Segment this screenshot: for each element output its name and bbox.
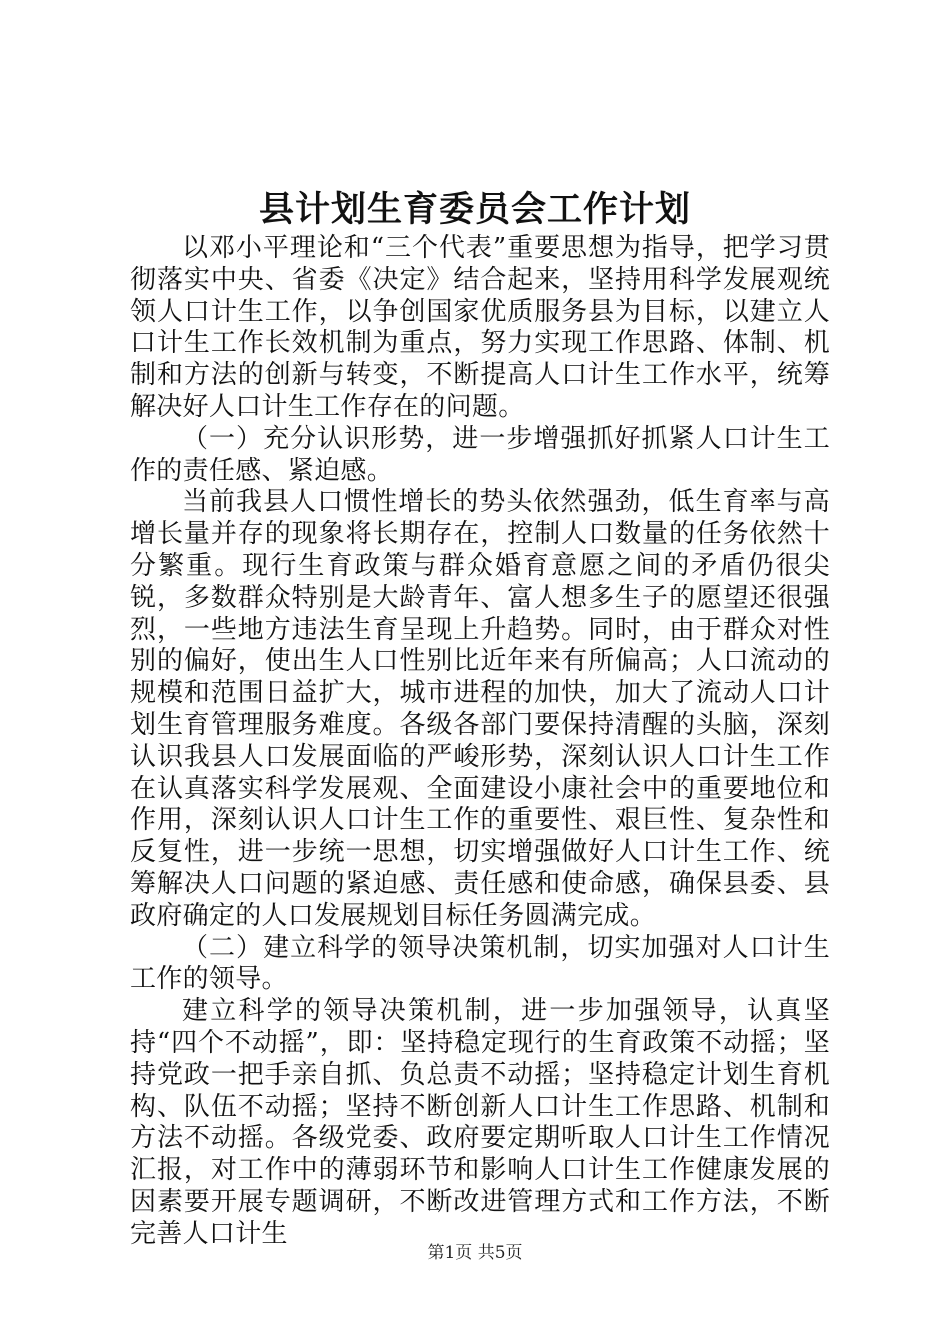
- paragraph-leadership: 建立科学的领导决策机制，进一步加强领导，认真坚持“四个不动摇”，即：坚持稳定现行的生育政策不动摇；坚持党政一把手亲自抓、负总责不动摇；坚持稳定计划生育机构、队伍不动摇；坚持不断创新人口计生工作思路、机制和方法不动摇。各级党委、政府要定期听取人口计生工作情况汇报，对工作中的薄弱环节和影响人口计生工作健康发展的因素要开展专题调研，不断改进管理方式和工作方法，不断完善人口计生: [130, 996, 830, 1249]
- document-body: [130, 233, 830, 1251]
- section-heading-1: （一）充分认识形势，进一步增强抓好抓紧人口计生工作的责任感、紧迫感。: [130, 423, 830, 486]
- section-heading-2: （二）建立科学的领导决策机制，切实加强对人口计生工作的领导。: [130, 932, 830, 995]
- document-title: 县计划生育委员会工作计划: [258, 189, 691, 230]
- paragraph-situation: 当前我县人口惯性增长的势头依然强劲，低生育率与高增长量并存的现象将长期存在，控制人口数量的任务依然十分繁重。现行生育政策与群众婚育意愿之间的矛盾仍很尖锐，多数群众特别是大龄青年、富人想多生子的愿望还很强烈，一些地方违法生育呈现上升趋势。同时，由于群众对性别的偏好，使出生人口性别比近年来有所偏高；人口流动的规模和范围日益扩大，城市进程的加快，加大了流动人口计划生育管理服务难度。各级各部门要保持清醒的头脑，深刻认识我县人口发展面临的严峻形势，深刻认识人口计生工作在认真落实科学发展观、全面建设小康社会中的重要地位和作用，深刻认识人口计生工作的重要性、艰巨性、复杂性和反复性，进一步统一思想，切实增强做好人口计生工作、统筹解决人口问题的紧迫感、责任感和使命感，确保县委、县政府确定的人口发展规划目标任务圆满完成。: [130, 487, 830, 931]
- page-footer: 第1页 共5页: [427, 1243, 523, 1263]
- paragraph-intro: 以邓小平理论和“三个代表”重要思想为指导，把学习贯彻落实中央、省委《决定》结合起来，坚持用科学发展观统领人口计生工作，以争创国家优质服务县为目标，以建立人口计生工作长效机制为重点，努力实现工作思路、体制、机制和方法的创新与转变，不断提高人口计生工作水平，统筹解决好人口计生工作存在的问题。: [130, 233, 830, 422]
